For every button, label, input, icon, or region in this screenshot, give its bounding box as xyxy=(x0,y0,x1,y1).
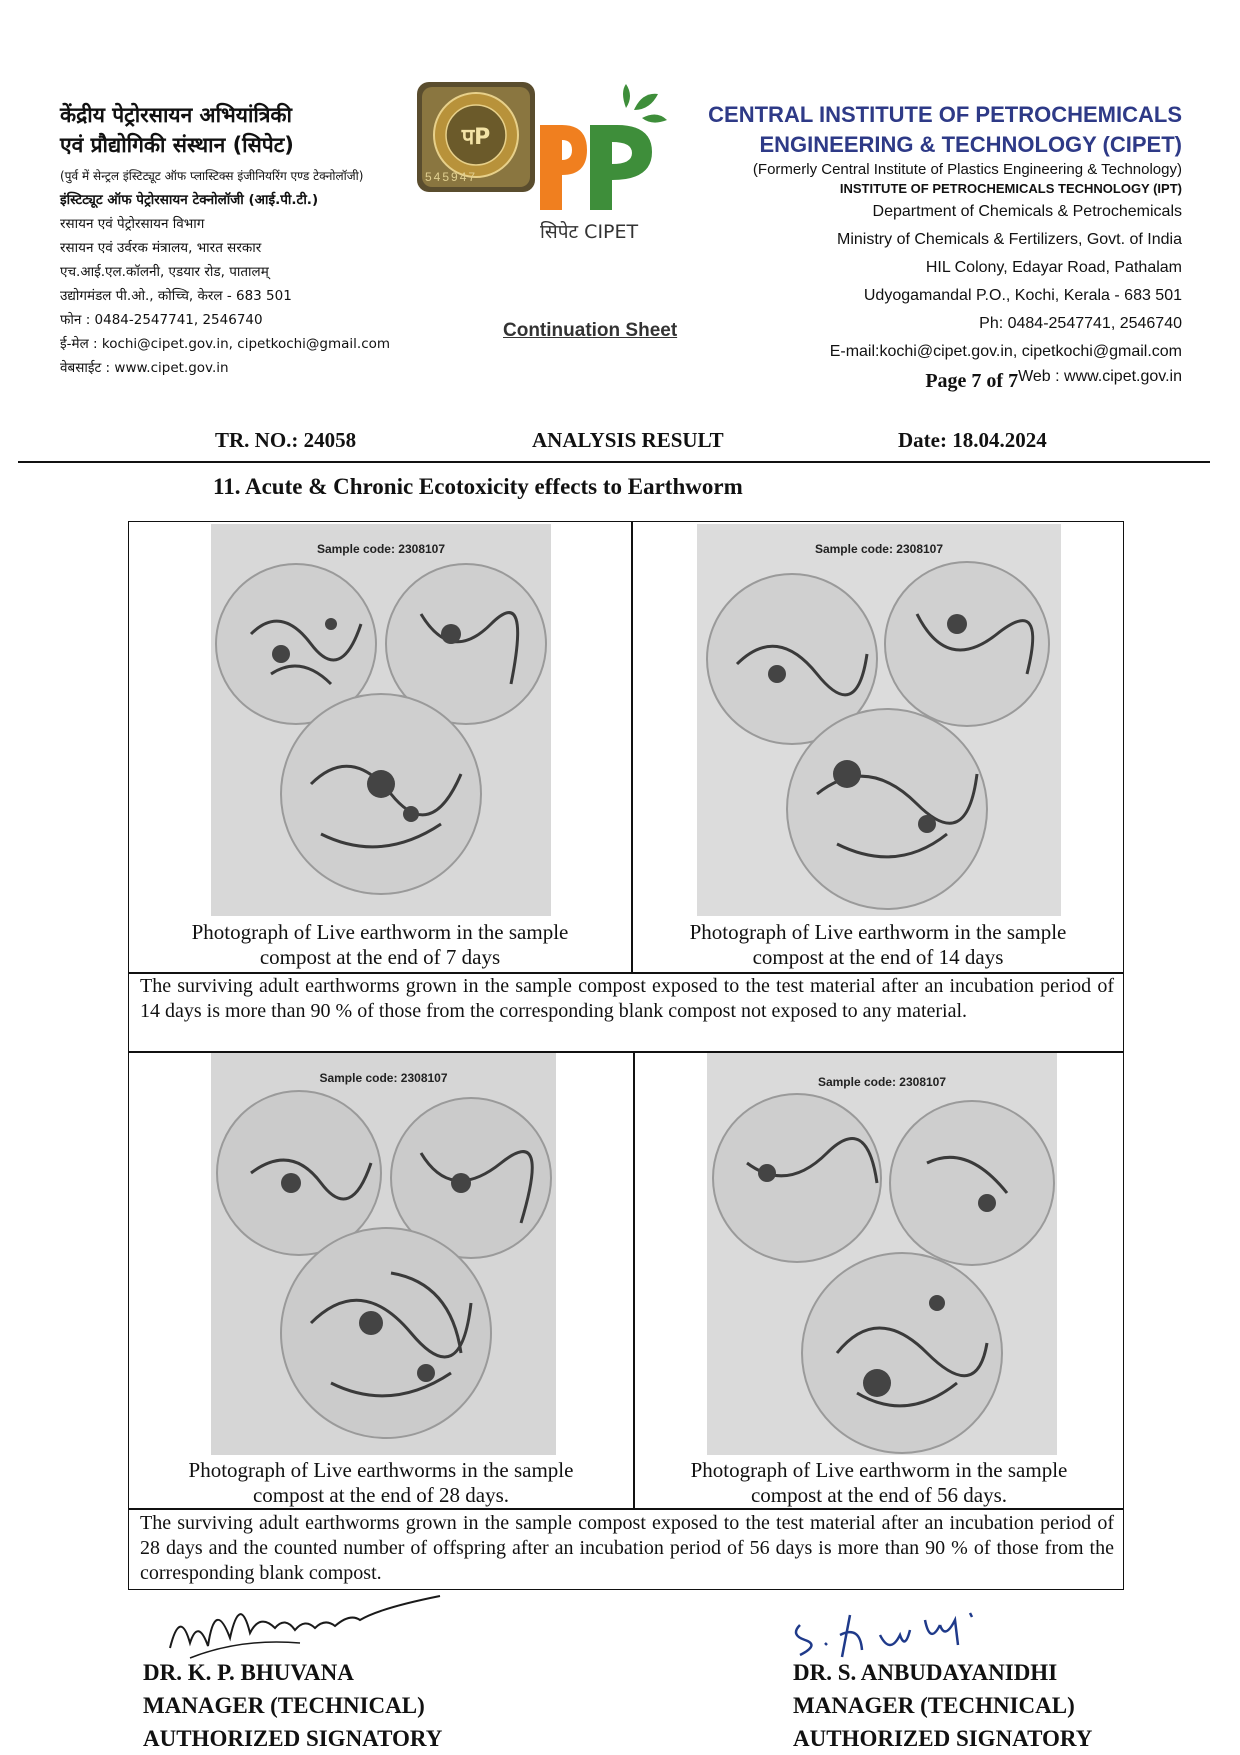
continuation-sheet: Continuation Sheet xyxy=(503,320,678,341)
english-phone: Ph: 0484-2547741, 2546740 xyxy=(979,315,1182,332)
result-paragraph-1: The surviving adult earthworms grown in the sample compost exposed to the test material after an incubation period of 14 days is more than 90 % of those from the corresponding blank compost not exposed to any material. xyxy=(140,975,1114,1022)
hindi-address2: उद्योगमंडल पी.ओ., कोच्चि, केरल - 683 501 xyxy=(60,288,292,304)
caption-14-days-line2: compost at the end of 14 days xyxy=(752,945,1004,969)
english-ipt: INSTITUTE OF PETROCHEMICALS TECHNOLOGY (IPT) xyxy=(839,181,1182,196)
hindi-dept: रसायन एवं पेट्रोरसायन विभाग xyxy=(60,216,205,232)
header-left xyxy=(60,100,440,380)
page-number: Page 7 of 7 xyxy=(925,370,1019,392)
petri-dishes-graphic xyxy=(707,1053,1057,1455)
photo-56-days xyxy=(707,1053,1057,1455)
hindi-title-line2: एवं प्रौद्योगिकी संस्थान (सिपेट) xyxy=(60,133,294,157)
sample-code-label: Sample code: 2308107 xyxy=(316,542,446,556)
sample-code-label: Sample code: 2308107 xyxy=(817,1075,947,1089)
english-title-line2: ENGINEERING & TECHNOLOGY (CIPET) xyxy=(759,132,1182,157)
header-right xyxy=(622,100,1182,398)
hindi-ipt: इंस्टिट्यूट ऑफ पेट्रोरसायन टेक्नोलॉजी (आई.पी.टी.) xyxy=(60,192,319,208)
page-and-web xyxy=(622,366,1182,398)
english-dept: Department of Chemicals & Petrochemicals xyxy=(872,203,1182,220)
petri-dishes-graphic xyxy=(211,1053,556,1455)
english-address2: Udyogamandal P.O., Kochi, Kerala - 683 501 xyxy=(863,287,1182,304)
tr-number: TR. NO.: 24058 xyxy=(215,428,357,452)
caption-14-days-line1: Photograph of Live earthworm in the sample xyxy=(689,920,1067,944)
hindi-email: ई-मेल : kochi@cipet.gov.in, cipetkochi@gmail.com xyxy=(60,336,391,352)
signatory-left-role: AUTHORIZED SIGNATORY xyxy=(143,1726,443,1751)
hindi-formerly: (पुर्व में सेन्ट्रल इंस्टिट्यूट ऑफ प्लास्टिक्स इंजीनियरिंग एण्ड टेक्नोलॉजी) xyxy=(60,169,364,183)
caption-28-days-line2: compost at the end of 28 days. xyxy=(252,1483,510,1507)
sample-code-label: Sample code: 2308107 xyxy=(319,1071,448,1085)
signatory-left-designation: MANAGER (TECHNICAL) xyxy=(143,1693,425,1718)
hindi-phone: फोन : 0484-2547741, 2546740 xyxy=(60,312,263,328)
photo-7-days xyxy=(211,524,551,916)
divider-vertical-bottom xyxy=(633,1051,635,1508)
signatory-right-designation: MANAGER (TECHNICAL) xyxy=(793,1693,1075,1718)
caption-7-days-line2: compost at the end of 7 days xyxy=(259,945,501,969)
result-paragraph-2: The surviving adult earthworms grown in the sample compost exposed to the test material after an incubation period of 28 days and the counted number of offspring after an incubation period of 56 days is more than 90 % of those from the corresponding blank compost. xyxy=(140,1512,1114,1584)
hindi-ministry: रसायन एवं उर्वरक मंत्रालय, भारत सरकार xyxy=(60,240,262,256)
english-title-line1: CENTRAL INSTITUTE OF PETROCHEMICALS xyxy=(708,102,1182,127)
divider-vertical-top xyxy=(631,522,633,972)
caption-56-days-line1: Photograph of Live earthworm in the sample xyxy=(690,1458,1068,1482)
photo-14-days xyxy=(697,524,1061,916)
logo-seal-number: 545947 xyxy=(425,170,478,184)
english-ministry: Ministry of Chemicals & Fertilizers, Govt. of India xyxy=(837,231,1182,248)
analysis-result-title: ANALYSIS RESULT xyxy=(532,428,724,452)
signatory-left xyxy=(143,1656,442,1755)
header-divider xyxy=(18,461,1210,463)
signatory-right-name: DR. S. ANBUDAYANIDHI xyxy=(793,1660,1058,1685)
results-table xyxy=(128,521,1124,1590)
section-heading: 11. Acute & Chronic Ecotoxicity effects to Earthworm xyxy=(213,474,743,499)
photo-28-days xyxy=(211,1053,556,1455)
petri-dishes-graphic xyxy=(697,524,1061,916)
signatory-right xyxy=(793,1656,1092,1755)
english-address1: HIL Colony, Edayar Road, Pathalam xyxy=(925,259,1182,276)
report-date: Date: 18.04.2024 xyxy=(898,428,1047,452)
caption-28-days-line1: Photograph of Live earthworms in the sample xyxy=(188,1458,574,1482)
english-email: E-mail:kochi@cipet.gov.in, cipetkochi@gmail.com xyxy=(829,343,1182,360)
hindi-title-line1: केंद्रीय पेट्रोरसायन अभियांत्रिकी xyxy=(60,103,292,127)
divider-h3 xyxy=(129,1508,1123,1510)
signatory-left-name: DR. K. P. BHUVANA xyxy=(143,1660,354,1685)
svg-text:पP: पP xyxy=(461,125,491,150)
signatory-right-role: AUTHORIZED SIGNATORY xyxy=(793,1726,1093,1751)
english-web: Web : www.cipet.gov.in xyxy=(1018,368,1182,385)
petri-dishes-graphic xyxy=(211,524,551,916)
hindi-web: वेबसाईट : www.cipet.gov.in xyxy=(60,360,229,376)
caption-7-days-line1: Photograph of Live earthworm in the sample xyxy=(191,920,569,944)
english-formerly: (Formerly Central Institute of Plastics Engineering & Technology) xyxy=(752,161,1182,178)
hindi-address1: एच.आई.एल.कॉलनी, एडयार रोड, पातालम् xyxy=(60,264,269,280)
caption-56-days-line2: compost at the end of 56 days. xyxy=(750,1483,1008,1507)
logo-caption: सिपेट CIPET xyxy=(540,221,639,243)
sample-code-label: Sample code: 2308107 xyxy=(814,542,944,556)
